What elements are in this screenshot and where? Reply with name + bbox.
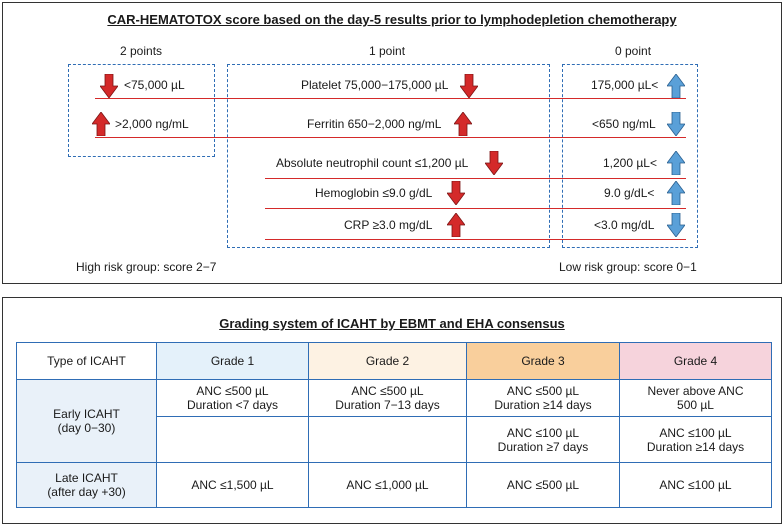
table-row (17, 380, 772, 417)
arrow-up-icon (667, 74, 685, 98)
cell-line: Never above ANC (647, 384, 744, 398)
header-grade-3: Grade 3 (467, 343, 620, 380)
arrow-down-icon (447, 181, 465, 205)
late-grade-3: ANC ≤500 µL (467, 463, 620, 508)
ferritin-0pt-value: <650 ng/mL (592, 117, 656, 131)
icaht-grade-table (16, 342, 772, 508)
anc-0pt-value: 1,200 µL< (603, 156, 657, 170)
low-risk-label: Low risk group: score 0−1 (559, 260, 697, 274)
table-header-row (17, 343, 772, 380)
row-separator (265, 208, 686, 209)
early-icaht-days: (day 0−30) (57, 421, 116, 435)
early-grade-3-alt (467, 417, 620, 463)
cell-line: ANC ≤500 µL (351, 384, 424, 398)
cell-line: Duration 7−13 days (335, 398, 440, 412)
arrow-up-icon (447, 213, 465, 237)
hemoglobin-0pt-value: 9.0 g/dL< (604, 186, 655, 200)
arrow-down-icon (460, 74, 478, 98)
col-header-0-point: 0 point (615, 44, 652, 58)
hemoglobin-1pt-value: Hemoglobin ≤9.0 g/dL (315, 186, 433, 200)
anc-1pt-value: Absolute neutrophil count ≤1,200 µL (276, 156, 469, 170)
arrow-up-icon (667, 151, 685, 175)
early-grade-1-alt (157, 417, 309, 463)
cell-line: ANC ≤500 µL (506, 384, 580, 398)
cell-line: Duration ≥7 days (497, 439, 589, 454)
early-icaht-name: Early ICAHT (53, 407, 120, 421)
icaht-title: Grading system of ICAHT by EBMT and EHA consensus (219, 316, 565, 331)
late-icaht-days: (after day +30) (47, 485, 126, 499)
hematotox-panel (2, 2, 782, 284)
early-grade-2 (309, 380, 467, 417)
row-separator (95, 137, 686, 138)
arrow-down-icon (100, 74, 118, 98)
header-type-of-icaht: Type of ICAHT (17, 343, 157, 380)
arrow-down-icon (485, 151, 503, 175)
arrow-up-icon (92, 112, 110, 136)
platelet-1pt-value: Platelet 75,000−175,000 µL (301, 78, 449, 92)
col-header-1-point: 1 point (369, 44, 406, 58)
arrow-down-icon (667, 213, 685, 237)
crp-0pt-value: <3.0 mg/dL (594, 218, 655, 232)
hematotox-title: CAR-HEMATOTOX score based on the day-5 results prior to lymphodepletion chemotherapy (107, 12, 677, 27)
high-risk-label: High risk group: score 2−7 (76, 260, 217, 274)
ferritin-1pt-value: Ferritin 650−2,000 ng/mL (307, 117, 442, 131)
late-icaht-name: Late ICAHT (55, 471, 118, 485)
late-grade-1: ANC ≤1,500 µL (157, 463, 309, 508)
cell-line: 500 µL (677, 398, 714, 412)
arrow-up-icon (454, 112, 472, 136)
header-grade-4: Grade 4 (620, 343, 772, 380)
platelet-2pt-value: <75,000 µL (124, 78, 185, 92)
early-grade-3 (467, 380, 620, 417)
row-separator (95, 98, 686, 99)
row-separator (265, 178, 686, 179)
late-icaht-label (17, 463, 157, 508)
crp-1pt-value: CRP ≥3.0 mg/dL (344, 218, 433, 232)
header-grade-2: Grade 2 (309, 343, 467, 380)
late-grade-4: ANC ≤100 µL (620, 463, 772, 508)
platelet-0pt-value: 175,000 µL< (591, 78, 659, 92)
icaht-panel (2, 297, 782, 524)
col-header-2-points: 2 points (120, 44, 163, 58)
cell-line: Duration <7 days (186, 398, 279, 412)
cell-line: Duration ≥14 days (494, 398, 592, 412)
arrow-up-icon (667, 181, 685, 205)
arrow-down-icon (667, 112, 685, 136)
early-icaht-label (17, 380, 157, 463)
header-grade-1: Grade 1 (157, 343, 309, 380)
early-grade-4-alt (620, 417, 772, 463)
cell-line: ANC ≤500 µL (196, 384, 269, 398)
cell-line: ANC ≤100 µL (659, 425, 732, 440)
cell-line: Duration ≥14 days (646, 439, 745, 454)
late-grade-2: ANC ≤1,000 µL (309, 463, 467, 508)
row-separator (265, 239, 686, 240)
cell-line: ANC ≤100 µL (506, 425, 580, 440)
early-grade-1 (157, 380, 309, 417)
ferritin-2pt-value: >2,000 ng/mL (115, 117, 189, 131)
early-grade-4 (620, 380, 772, 417)
early-grade-2-alt (309, 417, 467, 463)
table-row (17, 463, 772, 508)
